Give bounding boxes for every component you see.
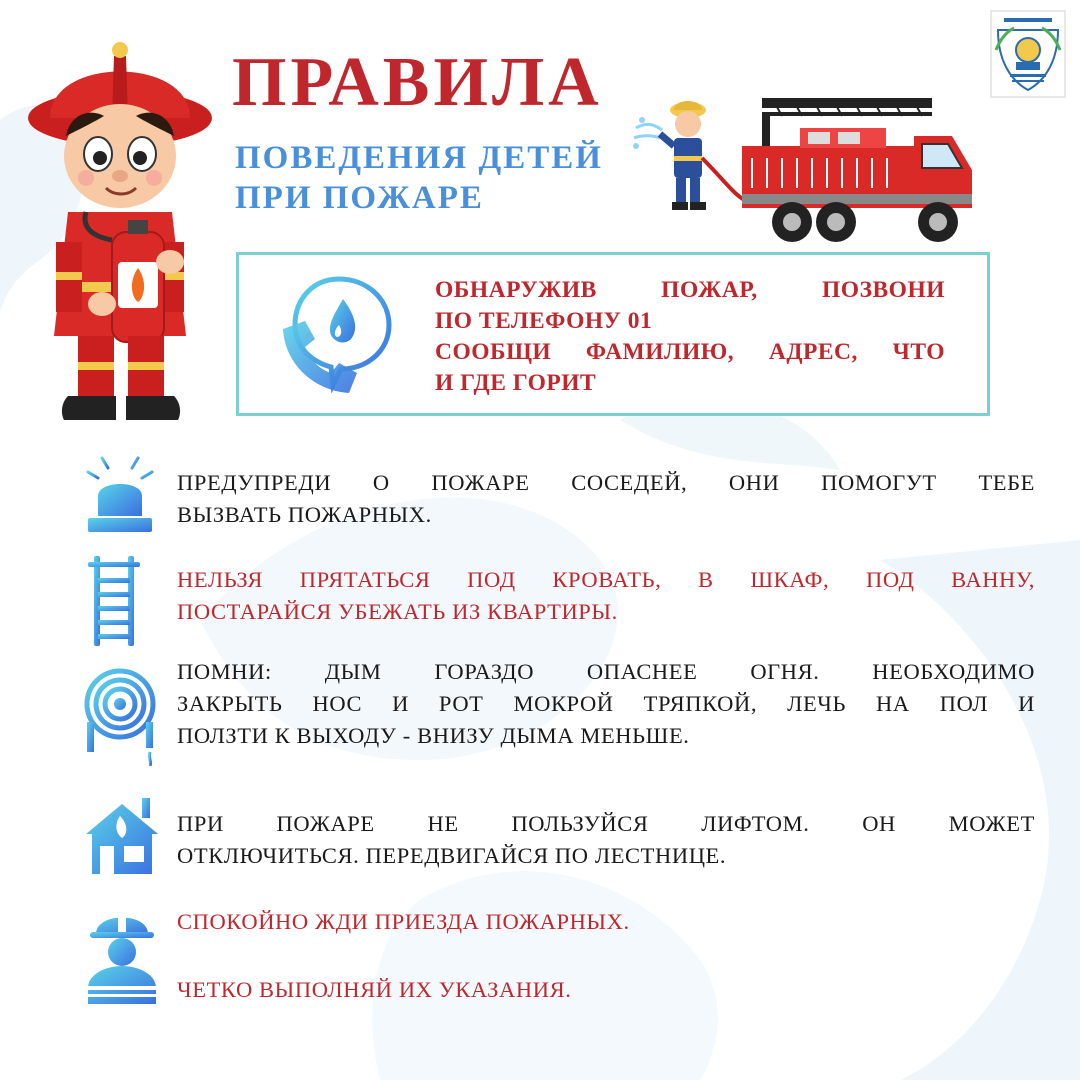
school-emblem-logo <box>990 10 1066 98</box>
rule-1-line-1: ПРЕДУПРЕДИ О ПОЖАРЕ СОСЕДЕЙ, ОНИ ПОМОГУТ ТЕБЕ <box>177 470 1035 495</box>
ladder-icon <box>88 556 140 646</box>
page-subtitle-line-1: ПОВЕДЕНИЯ ДЕТЕЙ <box>235 140 603 176</box>
rule-3-line-1: ПОМНИ: ДЫМ ГОРАЗДО ОПАСНЕЕ ОГНЯ. НЕОБХОДИМО <box>177 659 1035 684</box>
rule-4-line-1: ПРИ ПОЖАРЕ НЕ ПОЛЬЗУЙСЯ ЛИФТОМ. ОН МОЖЕТ <box>177 811 1035 836</box>
page-subtitle-line-2: ПРИ ПОЖАРЕ <box>235 180 484 216</box>
rule-no-elevator <box>177 808 1035 872</box>
rule-3-line-3: ПОЛЗТИ К ВЫХОДУ - ВНИЗУ ДЫМА МЕНЬШЕ. <box>177 723 690 748</box>
rule-smoke-danger <box>177 656 1035 752</box>
rule-warn-neighbors <box>177 467 1035 531</box>
firefighter-icon <box>82 906 162 1004</box>
siren-icon <box>80 450 160 534</box>
rule-follow-instructions <box>177 974 1035 1006</box>
rule-6-line-1: ЧЕТКО ВЫПОЛНЯЙ ИХ УКАЗАНИЯ. <box>177 977 572 1002</box>
rule-do-not-hide <box>177 564 1035 628</box>
rule-3-line-2: ЗАКРЫТЬ НОС И РОТ МОКРОЙ ТРЯПКОЙ, ЛЕЧЬ НА ПОЛ И <box>177 691 1035 716</box>
callout-line-1: ОБНАРУЖИВ ПОЖАР, ПОЗВОНИ <box>435 277 945 303</box>
rule-wait-calmly <box>177 906 1035 938</box>
rule-2-line-1: НЕЛЬЗЯ ПРЯТАТЬСЯ ПОД КРОВАТЬ, В ШКАФ, ПОД ВАННУ, <box>177 567 1035 592</box>
page-title: ПРАВИЛА <box>232 44 603 121</box>
fire-hose-icon <box>82 666 158 766</box>
rule-2-line-2: ПОСТАРАЙСЯ УБЕЖАТЬ ИЗ КВАРТИРЫ. <box>177 599 618 624</box>
rule-5-line-1: СПОКОЙНО ЖДИ ПРИЕЗДА ПОЖАРНЫХ. <box>177 909 630 934</box>
firefighter-illustration <box>20 36 220 426</box>
callout-line-3: СООБЩИ ФАМИЛИЮ, АДРЕС, ЧТО <box>435 339 945 365</box>
burning-house-icon <box>82 794 162 878</box>
rule-1-line-2: ВЫЗВАТЬ ПОЖАРНЫХ. <box>177 502 432 527</box>
phone-call-icon <box>275 273 399 393</box>
emergency-call-callout <box>236 252 990 416</box>
fire-truck-illustration <box>632 98 976 248</box>
rule-4-line-2: ОТКЛЮЧИТЬСЯ. ПЕРЕДВИГАЙСЯ ПО ЛЕСТНИЦЕ. <box>177 843 727 868</box>
callout-line-4: И ГДЕ ГОРИТ <box>435 370 597 396</box>
callout-line-2: ПО ТЕЛЕФОНУ 01 <box>435 308 653 334</box>
